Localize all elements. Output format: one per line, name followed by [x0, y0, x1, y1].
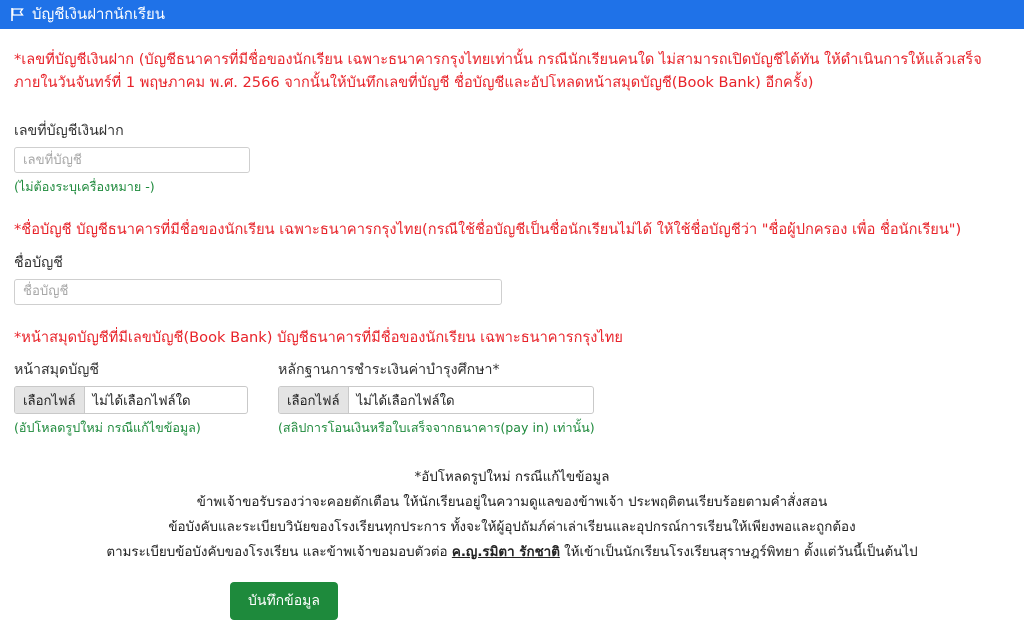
agreement-line-4 [14, 541, 1010, 566]
account-name-group [14, 252, 1010, 305]
save-button[interactable]: บันทึกข้อมูล [230, 582, 338, 620]
account-name-notice: *ชื่อบัญชี บัญชีธนาคารที่มีชื่อของนักเรียน เฉพาะธนาคารกรุงไทย(กรณีใช้ชื่อบัญชีเป็นชื่อนักเรียนไม่ได้ ให้ใช้ชื่อบัญชีว่า "ชื่อผู้ปกครอง เพื่อ ชื่อนักเรียน") [14, 221, 962, 239]
payment-proof-file-input[interactable] [278, 386, 594, 414]
agreement-text [14, 466, 1010, 565]
account-number-notice: *เลขที่บัญชีเงินฝาก (บัญชีธนาคารที่มีชื่อของนักเรียน เฉพาะธนาคารกรุงไทยเท่านั้น กรณีนักเรียนคนใด ไม่สามารถเปิดบัญชีได้ทัน ให้ดำเนินการให้แล้วเสร็จภายในวันจันทร์ที่ 1 พฤษภาคม พ.ศ. 2566 จากนั้นให้บันทึกเลขที่บัญชี ชื่อบัญชีและอัปโหลดหน้าสมุดบัญชี(Book Bank) อีกครั้ง) [14, 51, 982, 91]
payment-proof-upload-group [278, 359, 618, 438]
account-number-group [14, 120, 1010, 197]
book-bank-choose-button[interactable]: เลือกไฟล์ [15, 387, 85, 413]
agreement-line-1: *อัปโหลดรูปใหม่ กรณีแก้ไขข้อมูล [414, 470, 610, 486]
book-bank-upload-group [14, 359, 264, 438]
payment-proof-label: หลักฐานการชำระเงินค่าบำรุงศึกษา* [278, 362, 500, 379]
submit-row [14, 582, 1010, 620]
account-number-input[interactable] [14, 147, 250, 173]
agreement-line-2: ข้าพเจ้าขอรับรองว่าจะคอยตักเตือน ให้นักเรียนอยู่ในความดูแลของข้าพเจ้า ประพฤติตนเรียบร้อยตามคำสั่งสอน [196, 495, 828, 511]
agreement-line-4-post: ให้เข้าเป็นนักเรียนโรงเรียนสุราษฎร์พิทยา ตั้งแต่วันนี้เป็นต้นไป [559, 544, 918, 560]
payment-proof-file-status: ไม่ได้เลือกไฟล์ใด [356, 393, 455, 409]
bottom-spacer [0, 626, 1024, 631]
account-name-label: ชื่อบัญชี [14, 254, 63, 271]
page-title: บัญชีเงินฝากนักเรียน [32, 5, 166, 23]
account-number-hint: (ไม่ต้องระบุเครื่องหมาย -) [14, 179, 155, 195]
book-bank-label: หน้าสมุดบัญชี [14, 362, 99, 379]
book-bank-file-status: ไม่ได้เลือกไฟล์ใด [92, 393, 191, 409]
book-bank-hint: (อัปโหลดรูปใหม่ กรณีแก้ไขข้อมูล) [14, 420, 201, 436]
agreement-line-4-pre: ตามระเบียบข้อบังคับของโรงเรียน และข้าพเจ้าขอมอบตัวต่อ [106, 544, 452, 560]
file-upload-row [14, 359, 1010, 438]
payment-proof-hint: (สลิปการโอนเงินหรือใบเสร็จจากธนาคาร(pay in) เท่านั้น) [278, 420, 595, 436]
book-bank-file-input[interactable] [14, 386, 248, 414]
guardian-name: ค.ญ.รมิตา รักชาติ [451, 544, 560, 560]
form-content [0, 29, 1024, 620]
agreement-line-3: ข้อบังคับและระเบียบวินัยของโรงเรียนทุกประการ ทั้งจะให้ผู้อุปถัมภ์ค่าเล่าเรียนและอุปกรณ์การเรียนให้เพียงพอและถูกต้อง [168, 520, 856, 536]
payment-proof-choose-button[interactable]: เลือกไฟล์ [279, 387, 349, 413]
account-number-label: เลขที่บัญชีเงินฝาก [14, 123, 124, 140]
book-bank-notice: *หน้าสมุดบัญชีที่มีเลขบัญชี(Book Bank) บัญชีธนาคารที่มีชื่อของนักเรียน เฉพาะธนาคารกรุงไทย [14, 328, 623, 346]
flag-icon [10, 7, 25, 22]
account-name-input[interactable] [14, 279, 502, 305]
page-header [0, 0, 1024, 29]
